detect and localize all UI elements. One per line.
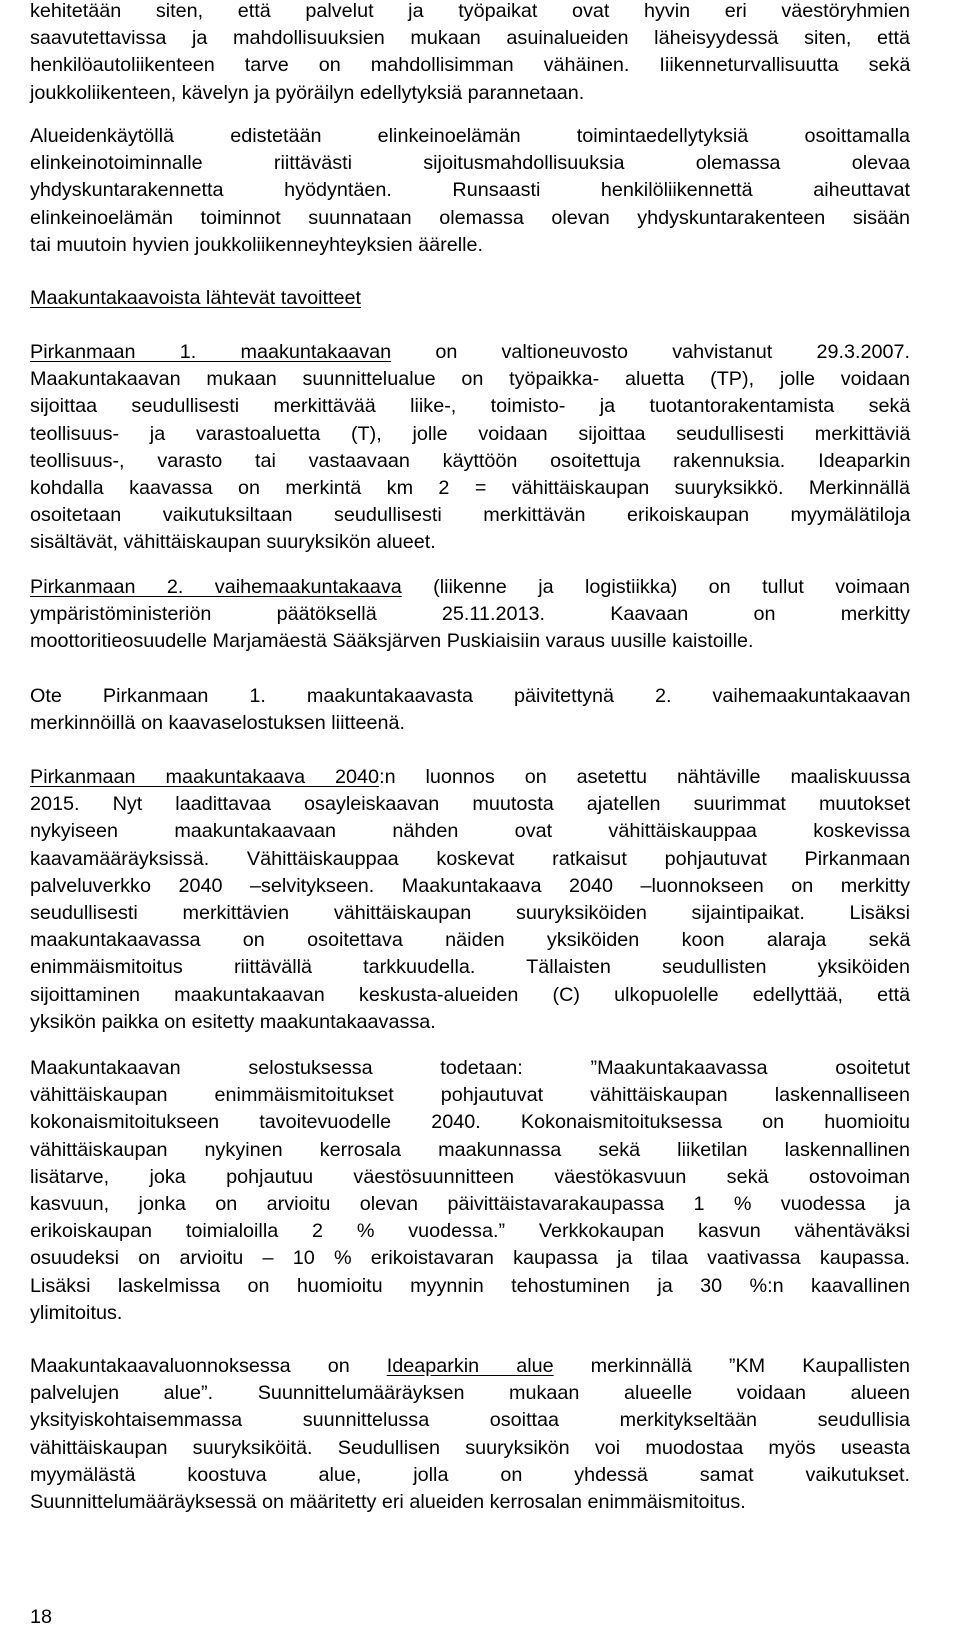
text-line: kaavamääräyksissä. Vähittäiskauppaa koskevat ratkaisut pohjautuvat Pirkanmaan	[30, 847, 911, 870]
text-line: saavutettavissa ja mahdollisuuksien mukaan asuinalueiden läheisyydessä siten, että	[30, 27, 910, 50]
text-line: palvelujen alue”. Suunnittelumääräyksen mukaan alueelle voidaan alueen	[30, 1382, 910, 1405]
text-line	[30, 764, 910, 791]
text-line: vähittäiskaupan nykyinen kerrosala maakunnassa sekä liiketilan laskennallinen	[30, 1138, 910, 1161]
text-line: kasvuun, jonka on arvioitu olevan päivittäistavarakaupassa 1 % vuodessa ja	[30, 1193, 911, 1216]
plan-reference-link: Pirkanmaan maakuntakaava 2040	[30, 766, 380, 788]
paragraph-ideapark	[30, 1353, 910, 1516]
text-line: teollisuus- ja varastoaluetta (T), jolle voidaan sijoittaa seudullisesti merkittäviä	[30, 422, 911, 445]
text-line: henkilöautoliikenteen tarve on mahdollisimman vähäinen. Iiikenneturvallisuutta sekä	[30, 54, 911, 77]
text-line: osoitetaan vaikutuksiltaan seudullisesti merkittävän erikoiskaupan myymälätiloja	[30, 504, 911, 527]
plan-reference-link: Pirkanmaan 2. vaihemaakuntakaava	[30, 576, 402, 598]
text-fragment: merkinnällä ”KM Kaupallisten	[553, 1355, 910, 1377]
text-line: Maakuntakaavan mukaan suunnittelualue on työpaikka- aluetta (TP), jolle voidaan	[30, 368, 911, 391]
paragraph-pirkanmaa-1	[30, 339, 910, 557]
text-line: maakuntakaavassa on osoitettava näiden yksiköiden koon alaraja sekä	[30, 929, 911, 952]
text-line: joukkoliikenteen, kävelyn ja pyöräilyn edellytyksiä parannetaan.	[30, 81, 585, 104]
text-line: sisältävät, vähittäiskaupan suuryksikön alueet.	[30, 531, 436, 554]
paragraph-plan-description	[30, 1055, 910, 1327]
paragraph-land-use	[30, 123, 910, 259]
text-line: moottoritieosuudelle Marjamäestä Sääksjärven Puskiaisiin varaus uusille kaistoille.	[30, 630, 754, 653]
text-line: Suunnittelumääräyksessä on määritetty eri alueiden kerrosalan enimmäismitoitus.	[30, 1491, 746, 1514]
section-heading-text: Maakuntakaavoista lähtevät tavoitteet	[30, 287, 361, 309]
text-line: seudullisesti merkittävien vähittäiskaupan suuryksiköiden sijaintipaikat. Lisäksi	[30, 902, 910, 925]
text-line: merkinnöillä on kaavaselostuksen liitteenä.	[30, 712, 405, 735]
text-line	[30, 574, 910, 601]
text-line: vähittäiskaupan suuryksiköitä. Seudullisen suuryksikön voi muodostaa myös useasta	[30, 1436, 911, 1459]
text-fragment: (liikenne ja logistiikka) on tullut voimaan	[401, 576, 910, 598]
text-line: Alueidenkäytöllä edistetään elinkeinoelämän toimintaedellytyksiä osoittamalla	[30, 125, 910, 147]
text-fragment: :n luonnos on asetettu nähtäville maaliskuussa	[379, 766, 911, 788]
ideapark-area-link: Ideaparkin alue	[386, 1355, 554, 1377]
text-line: erikoiskaupan toimialoilla 2 % vuodessa.” Verkkokaupan kasvun vähentäväksi	[30, 1220, 910, 1243]
text-line: enimmäismitoitus riittävällä tarkkuudella. Tällaisten seudullisten yksiköiden	[30, 956, 910, 979]
text-line: myymälästä koostuva alue, jolla on yhdessä samat vaikutukset.	[30, 1463, 910, 1486]
text-line: Maakuntakaavan selostuksessa todetaan: ”Maakuntakaavassa osoitetut	[30, 1057, 910, 1079]
paragraph-pirkanmaa-2	[30, 574, 910, 656]
text-line: Lisäksi laskelmissa on huomioitu myynnin tehostuminen ja 30 %:n kaavallinen	[30, 1274, 910, 1297]
text-line: elinkeinotoiminnalle riittävästi sijoitusmahdollisuuksia olemassa olevaa	[30, 152, 910, 175]
text-line: elinkeinoelämän toiminnot suunnataan olemassa olevan yhdyskuntarakenteen sisään	[30, 206, 910, 229]
text-line: nykyiseen maakuntakaavaan nähden ovat vähittäiskauppaa koskevissa	[30, 820, 910, 843]
text-line: ylimitoitus.	[30, 1301, 123, 1324]
text-fragment: Maakuntakaavaluonnoksessa on	[30, 1355, 387, 1377]
text-line: sijoittaminen maakuntakaavan keskusta-alueiden (C) ulkopuolelle edellyttää, että	[30, 983, 911, 1006]
text-line: kehitetään siten, että palvelut ja työpaikat ovat hyvin eri väestöryhmien	[30, 0, 910, 22]
text-line	[30, 339, 910, 366]
text-line: ympäristöministeriön päätöksellä 25.11.2013. Kaavaan on merkitty	[30, 603, 910, 626]
text-line: tai muutoin hyvien joukkoliikenneyhteyksien äärelle.	[30, 233, 484, 256]
text-line: Ote Pirkanmaan 1. maakuntakaavasta päivitettynä 2. vaihemaakuntakaavan	[30, 685, 911, 707]
text-line	[30, 1353, 910, 1380]
text-line: kokonaismitoitukseen tavoitevuodelle 2040. Kokonaismitoituksessa on huomioitu	[30, 1111, 911, 1134]
paragraph-excerpt-note	[30, 683, 910, 737]
section-heading	[30, 285, 361, 312]
text-line: osuudeksi on arvioitu – 10 % erikoistavaran kaupassa ja tilaa vaativassa kaupassa.	[30, 1247, 911, 1270]
page-number: 18	[30, 1606, 53, 1628]
text-line: sijoittaa seudullisesti merkittävää liike-, toimisto- ja tuotantorakentamista sekä	[30, 395, 911, 418]
text-line: yksikön paikka on esitetty maakuntakaavassa.	[30, 1010, 436, 1033]
text-line: palveluverkko 2040 –selvitykseen. Maakuntakaava 2040 –luonnokseen on merkitty	[30, 874, 910, 897]
paragraph-pirkanmaa-2040	[30, 764, 910, 1036]
text-line: yksityiskohtaisemmassa suunnittelussa osoittaa merkitykseltään seudullisia	[30, 1409, 910, 1432]
text-fragment: on valtioneuvosto vahvistanut 29.3.2007.	[391, 341, 910, 363]
text-line: yhdyskuntarakennetta hyödyntäen. Runsaasti henkilöliikennettä aiheuttavat	[30, 179, 910, 202]
text-line: teollisuus-, varasto tai vastaavaan käyttöön osoitettuja rakennuksia. Ideaparkin	[30, 449, 911, 472]
plan-reference-link: Pirkanmaan 1. maakuntakaavan	[30, 341, 392, 363]
text-line: kohdalla kaavassa on merkintä km 2 = vähittäiskaupan suuryksikkö. Merkinnällä	[30, 477, 910, 500]
intro-paragraph	[30, 0, 910, 107]
text-line: vähittäiskaupan enimmäismitoitukset pohjautuvat vähittäiskaupan laskennalliseen	[30, 1084, 910, 1107]
text-line: 2015. Nyt laadittavaa osayleiskaavan muutosta ajatellen suurimmat muutokset	[30, 793, 911, 816]
text-line: lisätarve, joka pohjautuu väestösuunnitteen väestökasvuun sekä ostovoiman	[30, 1165, 910, 1188]
